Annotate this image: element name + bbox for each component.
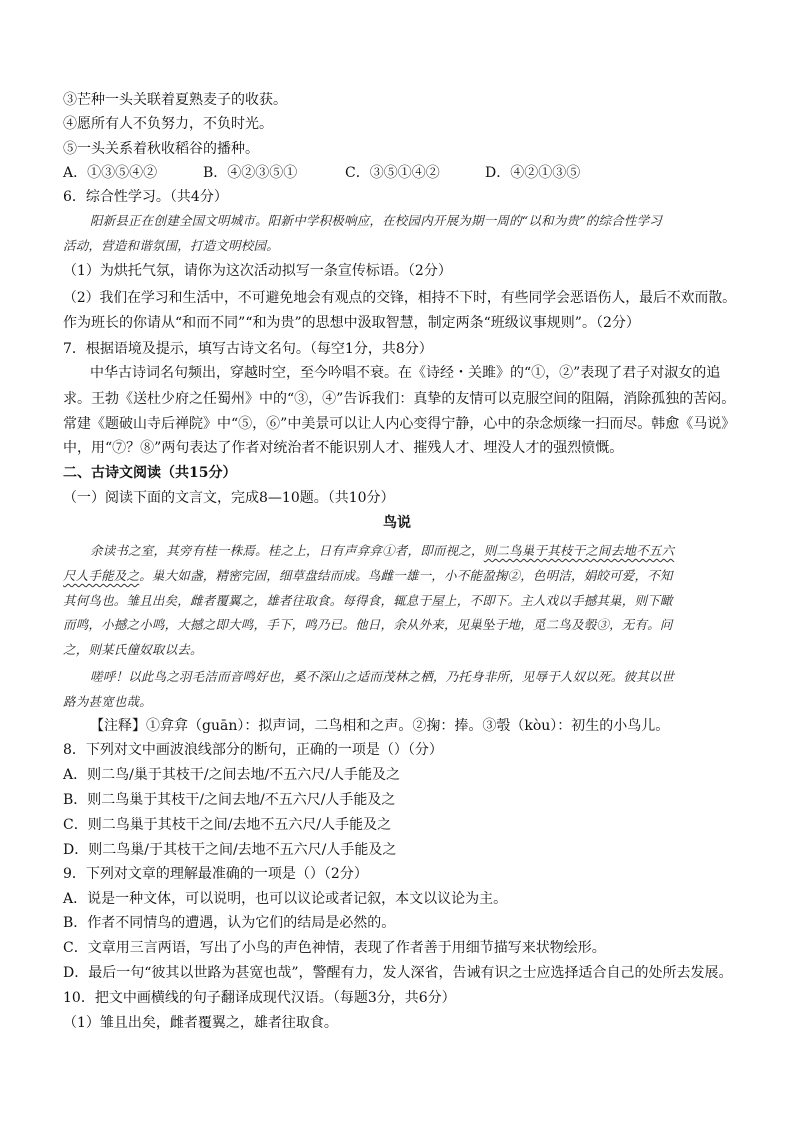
- q6-material-line1: 阳新县正在创建全国文明城市。阳新中学积极响应，在校园内开展为期一周的“以和为贵”的综合性学习: [90, 213, 662, 228]
- q8-option-b: B．则二鸟巢于其枝干/之间去地/不五六尺/人手能及之: [63, 792, 396, 808]
- section-subheading: （一）阅读下面的文言文，完成8—10题。（共10分）: [63, 490, 395, 506]
- q9-title: 9．下列对文章的理解最准确的一项是（）（2分）: [63, 866, 368, 882]
- article-line7: 路为甚宽也哉。: [63, 694, 152, 709]
- ordering-sentence-5: ⑤一头关系着秋收稻谷的播种。: [63, 141, 259, 157]
- q9-option-b: B．作者不同情鸟的遭遇，认为它们的结局是必然的。: [63, 915, 396, 931]
- q7-para-line2: 求。王勃《送杜少府之任蜀州》中的“③，④”告诉我们：真挚的友情可以克服空间的阻隔，消除孤独的苦闷。: [63, 391, 736, 407]
- q7-title: 7．根据语境及提示，填写古诗文名句。（每空1分，共8分）: [63, 341, 433, 357]
- option-d: D．④②①③⑤: [485, 165, 581, 181]
- q10-sub1: （1）雏且出矣，雌者覆翼之，雄者往取食。: [63, 1015, 338, 1031]
- q8-option-a: A．则二鸟/巢于其枝干/之间去地/不五六尺/人手能及之: [63, 767, 400, 783]
- q6-title: 6．综合性学习。（共4分）: [63, 189, 228, 205]
- q9-option-d: D．最后一句“彼其以世路为甚宽也哉”，警醒有力，发人深省，告诫有识之士应选择适合自己的处所去发展。: [63, 965, 733, 981]
- article-line3: 其何鸟也。雏且出矣，雌者覆翼之，雄者往取食。每得食，辄息于屋上，不即下。主人戏以手撼其巢，则下瞰: [63, 593, 673, 608]
- article-line4: 而鸣，小撼之小鸣，大撼之即大鸣，手下，鸣乃已。他日，余从外来，见巢坠于地，觅二鸟及彀③，无有。问: [63, 617, 673, 632]
- q8-option-d: D．则二鸟巢/于其枝干之间/去地不五六尺/人手能及之: [63, 842, 397, 858]
- wavy-underlined-text-cont: 尺人手能及之: [63, 568, 140, 583]
- q8-title: 8．下列对文中画波浪线部分的断句，正确的一项是（）（分）: [63, 742, 443, 758]
- section-heading: 二、古诗文阅读（共15分）: [63, 465, 237, 481]
- q7-para-line4: 中，用“⑦？⑧”两句表达了作者对统治者不能识别人才、摧残人才、埋没人才的强烈愤慨。: [63, 440, 624, 456]
- article-title: 鸟说: [383, 515, 411, 531]
- q9-option-c: C．文章用三言两语，写出了小鸟的声色神情，表现了作者善于用细节描写来状物绘形。: [63, 940, 606, 956]
- article-line6: 嗟呼！以此鸟之羽毛洁而音鸣好也，奚不深山之适而茂林之栖，乃托身非所，见辱于人奴以死。彼其以世: [90, 669, 675, 684]
- option-c: C．③⑤①④②: [345, 165, 440, 181]
- option-a: A．①③⑤④②: [63, 165, 158, 181]
- q7-para-line3: 常建《题破山寺后禅院》中“⑤，⑥”中美景可以让人内心变得宁静，心中的杂念烦缘一扫而尽。韩愈《马说》: [63, 416, 736, 432]
- ordering-sentence-3: ③芒种一头关联着夏熟麦子的收获。: [63, 92, 287, 108]
- wavy-underlined-text: 则二鸟巢于其枝干之间去地不五六: [483, 543, 675, 558]
- ordering-sentence-4: ④愿所有人不负努力，不负时光。: [63, 116, 273, 132]
- q6-sub2-line1: （2）我们在学习和生活中，不可避免地会有观点的交锋，相持不下时，有些同学会恶语伤人，最后不欢而散。: [63, 290, 737, 306]
- ordering-options: [63, 162, 580, 184]
- q8-option-c: C．则二鸟巢于其枝干之间/去地不五六尺/人手能及之: [63, 817, 392, 833]
- article-line2: 尺人手能及之。巢大如盏，精密完固，细草盘结而成。鸟雌一雄一，小不能盈掬②，色明洁，娟皎可爱，不知: [63, 568, 673, 583]
- article-notes: 【注释】①弇弇（guān）：拟声词，二鸟相和之声。②掬：捧。③彀（kòu）：初生的小鸟儿。: [90, 718, 670, 734]
- q6-sub2-line2: 作为班长的你请从“和而不同”“和为贵”的思想中汲取智慧，制定两条“班级议事规则”。（2分）: [63, 315, 640, 331]
- q9-option-a: A．说是一种文体，可以说明，也可以议论或者记叙，本文以议论为主。: [63, 891, 508, 907]
- article-line5: 之，则某氏僮奴取以去。: [63, 642, 203, 657]
- option-b: B．④②③⑤①: [203, 165, 298, 181]
- q6-sub1: （1）为烘托气氛，请你为这次活动拟写一条宣传标语。（2分）: [63, 263, 452, 279]
- q7-para-line1: 中华古诗词名句频出，穿越时空，至今吟唱不衰。在《诗经・关雎》的“①，②”表现了君子对淑女的追: [90, 365, 721, 381]
- q10-title: 10．把文中画横线的句子翻译成现代汉语。（每题3分，共6分）: [63, 990, 456, 1006]
- q6-material-line2: 活动，营造和谐氛围，打造文明校园。: [63, 238, 279, 253]
- article-line1: 余读书之室，其旁有桂一株焉。桂之上，日有声弇弇①者，即而视之，则二鸟巢于其枝干之间去地不五六: [90, 543, 675, 558]
